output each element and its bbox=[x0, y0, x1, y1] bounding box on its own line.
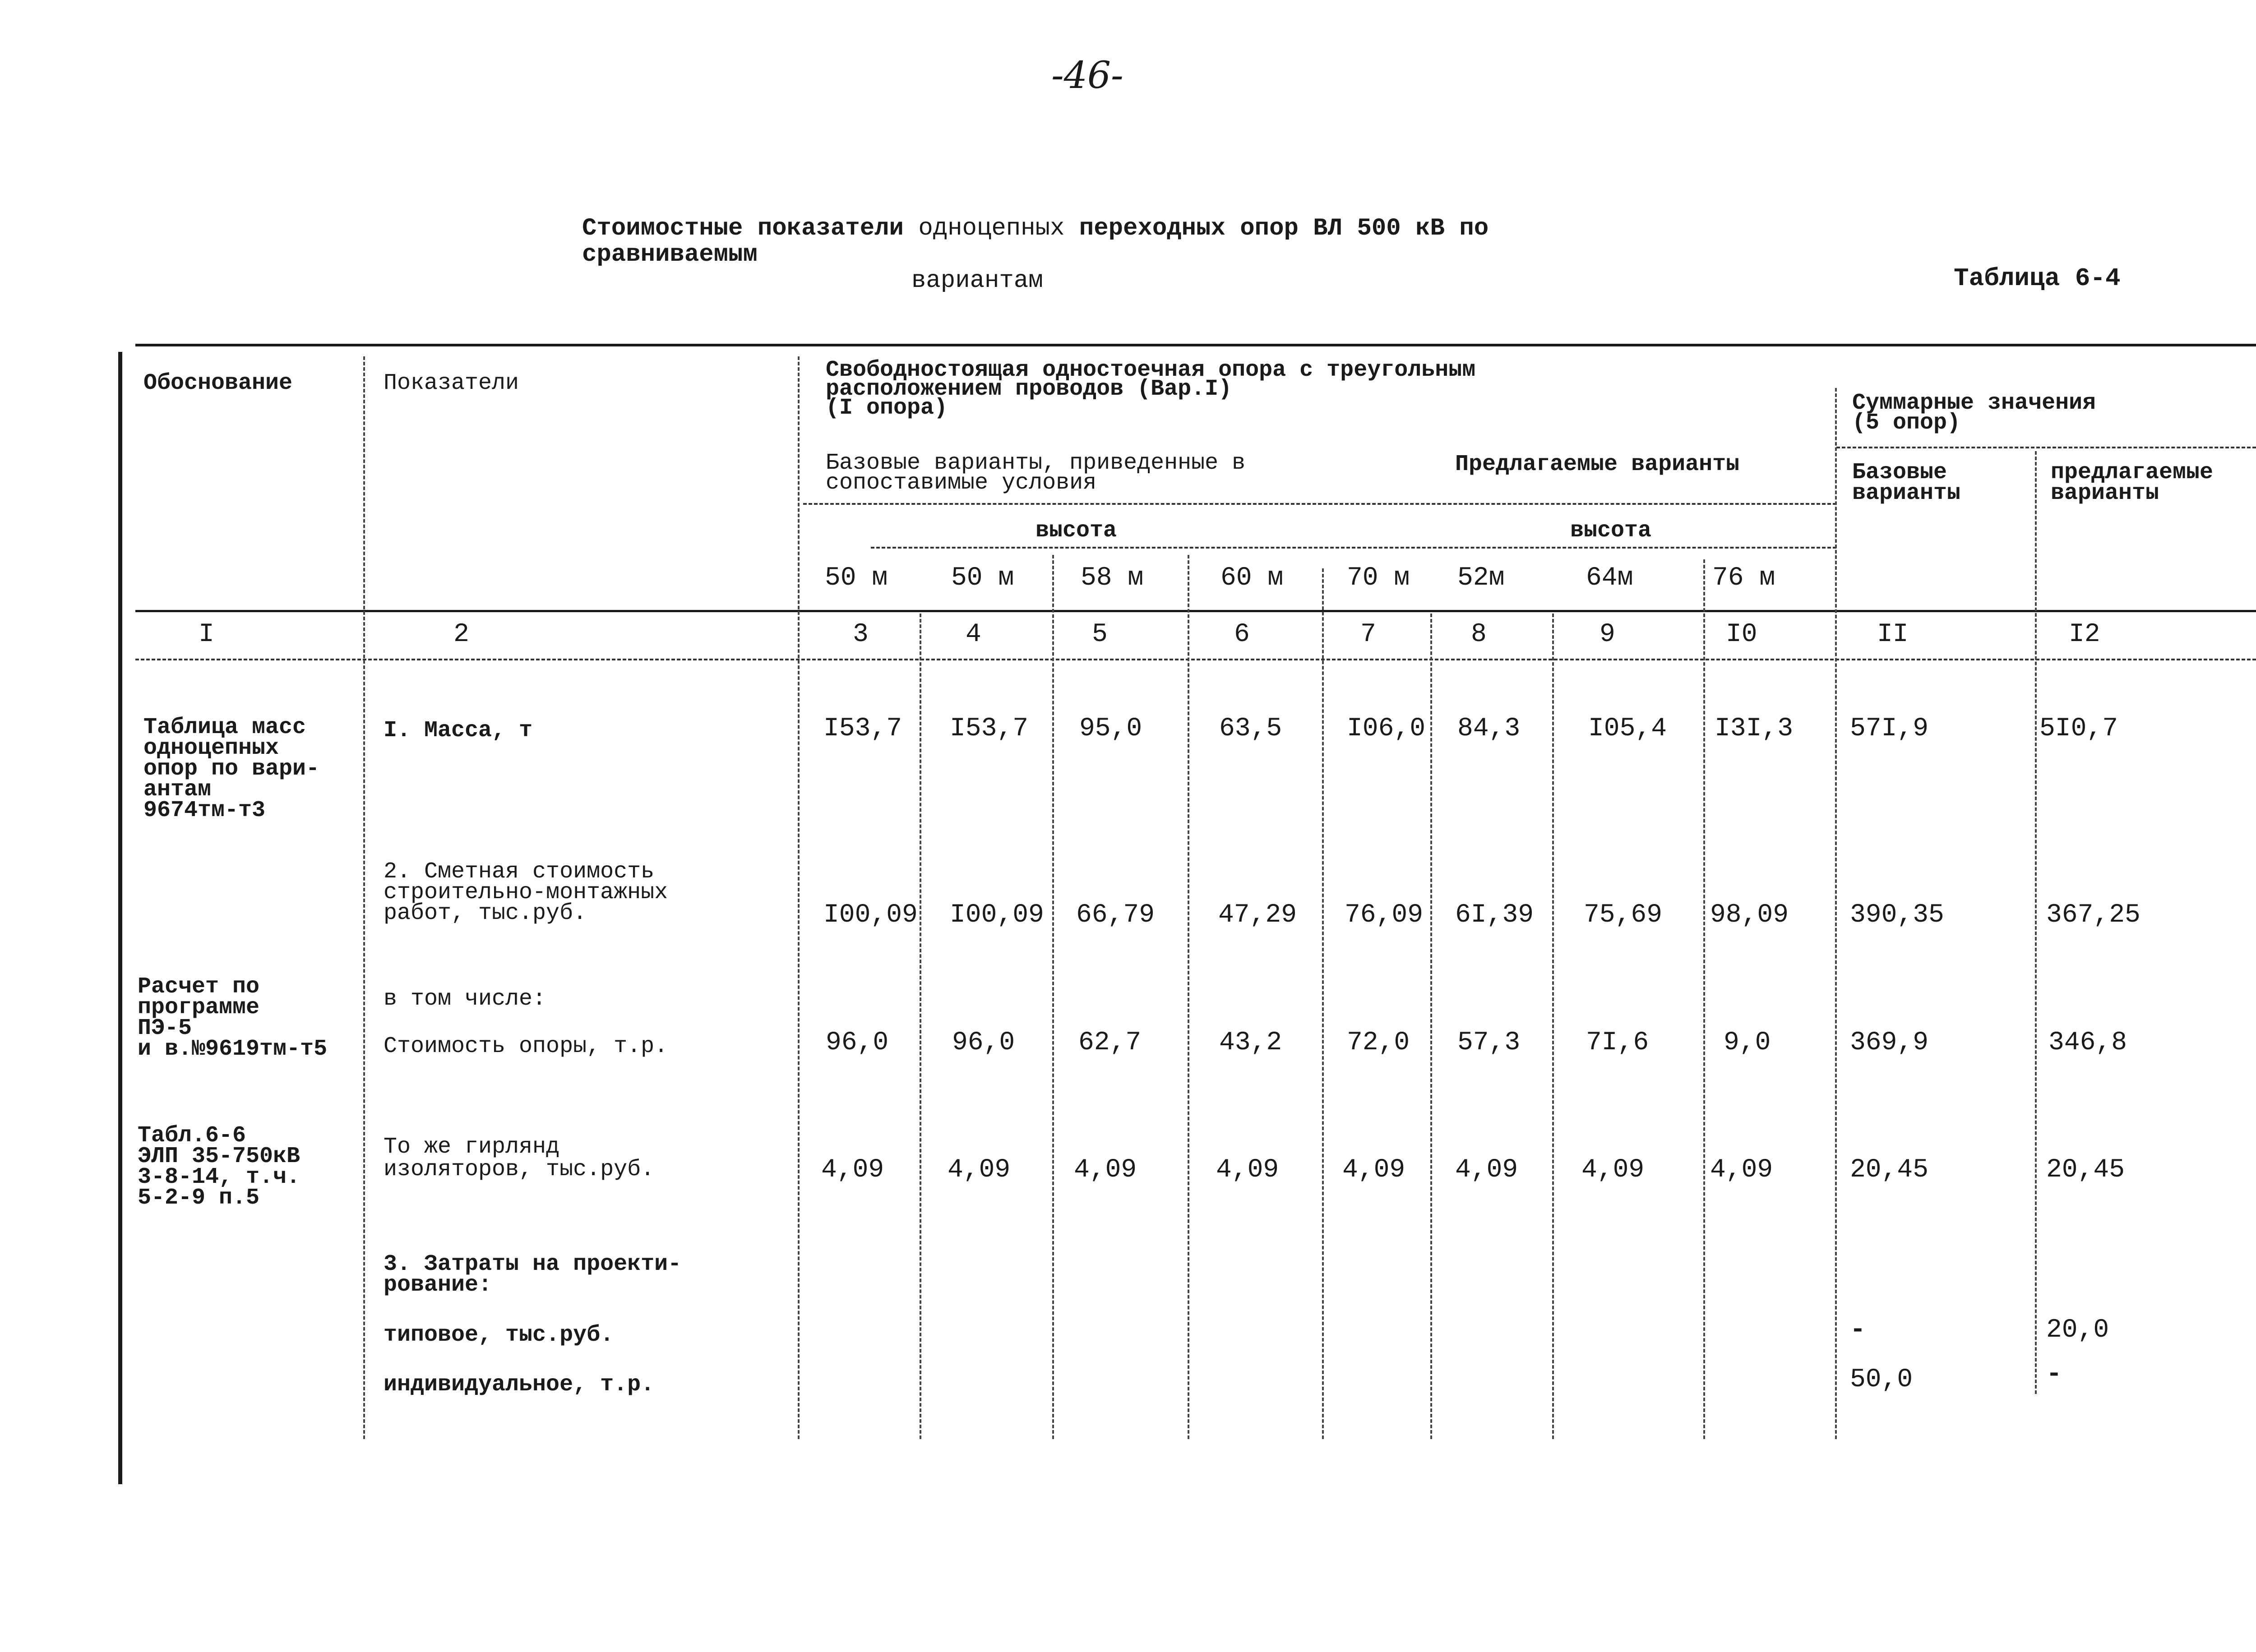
mass-col-5: 95,0 bbox=[1079, 714, 1142, 743]
header-sum-base: Базовые варианты bbox=[1852, 460, 1961, 506]
insulators-col-4: 4,09 bbox=[948, 1155, 1011, 1185]
support-col-7: 72,0 bbox=[1347, 1028, 1410, 1057]
support-col-5: 62,7 bbox=[1078, 1028, 1142, 1057]
indicator-individual: индивидуальное, т.р. bbox=[384, 1372, 655, 1398]
header-proposed-variants: Предлагаемые варианты bbox=[1455, 452, 1740, 477]
col-divider-4 bbox=[1052, 555, 1054, 1439]
individual-col-12: - bbox=[2046, 1360, 2062, 1389]
insulators-col-12: 20,45 bbox=[2046, 1155, 2125, 1185]
support-col-8: 57,3 bbox=[1457, 1028, 1521, 1057]
col-divider-2 bbox=[798, 356, 800, 1439]
colnum-6: 6 bbox=[1234, 620, 1250, 649]
col-divider-7 bbox=[1430, 614, 1432, 1439]
support-col-4: 96,0 bbox=[952, 1028, 1015, 1057]
col-divider-6 bbox=[1322, 568, 1324, 1439]
mass-col-9: I05,4 bbox=[1588, 714, 1667, 743]
estimate-col-11: 390,35 bbox=[1850, 900, 1944, 930]
colnum-5: 5 bbox=[1092, 620, 1108, 649]
title-part-2: одноцепных bbox=[918, 215, 1065, 242]
left-border bbox=[118, 352, 122, 1484]
colnum-3: 3 bbox=[853, 620, 869, 649]
basis-row-3: Расчет по программе ПЭ-5 и в.№9619тм-т5 bbox=[138, 974, 328, 1062]
colnum-4: 4 bbox=[966, 620, 981, 649]
indicator-insulators: То же гирлянд изоляторов, тыс.руб. bbox=[384, 1134, 655, 1182]
support-col-6: 43,2 bbox=[1219, 1028, 1282, 1057]
mass-col-12: 5I0,7 bbox=[2039, 714, 2118, 743]
support-col-3: 96,0 bbox=[826, 1028, 889, 1057]
title-line-2: вариантам bbox=[911, 267, 1043, 295]
estimate-col-4: I00,09 bbox=[950, 900, 1044, 930]
colnum-9: 9 bbox=[1600, 620, 1615, 649]
rule-header-bottom bbox=[135, 610, 2256, 612]
col-divider-9 bbox=[1703, 559, 1705, 1439]
mass-col-10: I3I,3 bbox=[1715, 714, 1794, 743]
estimate-col-12: 367,25 bbox=[2046, 900, 2140, 930]
col-divider-11 bbox=[2035, 451, 2037, 1394]
height-col-5: 58 м bbox=[1081, 563, 1144, 593]
header-indicators: Показатели bbox=[384, 370, 519, 396]
basis-row-1: Таблица масс одноцепных опор по вари- антам 9674тм-т3 bbox=[143, 715, 320, 823]
insulators-col-5: 4,09 bbox=[1074, 1155, 1137, 1185]
height-col-10: 76 м bbox=[1712, 563, 1775, 593]
height-col-6: 60 м bbox=[1220, 563, 1284, 593]
header-sum-proposed: предлагаемые варианты bbox=[2051, 460, 2214, 506]
estimate-col-3: I00,09 bbox=[823, 900, 918, 930]
colnum-8: 8 bbox=[1471, 620, 1487, 649]
insulators-col-6: 4,09 bbox=[1216, 1155, 1279, 1185]
mass-col-4: I53,7 bbox=[950, 714, 1029, 743]
header-height-left: высота bbox=[1036, 518, 1117, 544]
individual-col-11: 50,0 bbox=[1850, 1365, 1913, 1394]
colnum-2: 2 bbox=[453, 620, 469, 649]
table-title bbox=[582, 216, 1665, 294]
col-divider-5 bbox=[1188, 555, 1189, 1439]
insulators-col-7: 4,09 bbox=[1342, 1155, 1405, 1185]
typical-col-11: - bbox=[1850, 1315, 1866, 1345]
mass-col-6: 63,5 bbox=[1219, 714, 1282, 743]
rule-variants bbox=[803, 503, 1836, 505]
estimate-col-7: 76,09 bbox=[1345, 900, 1424, 930]
colnum-11: II bbox=[1877, 620, 1909, 649]
height-col-4: 50 м bbox=[951, 563, 1014, 593]
indicator-typical: типовое, тыс.руб. bbox=[384, 1322, 614, 1348]
height-col-8: 52м bbox=[1457, 563, 1505, 593]
rule-top bbox=[135, 344, 2256, 346]
support-col-12: 346,8 bbox=[2048, 1028, 2127, 1057]
title-part-3: переходных опор ВЛ 500 кВ по сравниваемым bbox=[582, 215, 1489, 268]
support-col-11: 369,9 bbox=[1850, 1028, 1929, 1057]
insulators-col-3: 4,09 bbox=[821, 1155, 884, 1185]
height-col-9: 64м bbox=[1586, 563, 1633, 593]
header-basis: Обоснование bbox=[143, 370, 293, 396]
insulators-col-9: 4,09 bbox=[1581, 1155, 1645, 1185]
header-base-variants: Базовые варианты, приведенные в сопоставимые условия bbox=[826, 450, 1246, 496]
colnum-1: I bbox=[199, 620, 214, 649]
header-main-group: Свободностоящая одностоечная опора с треугольным расположением проводов (Вар.I) (I опора) bbox=[826, 357, 1476, 421]
mass-col-11: 57I,9 bbox=[1850, 714, 1929, 743]
col-divider-10 bbox=[1835, 388, 1837, 1439]
rule-colnums-bottom bbox=[135, 659, 2256, 660]
indicator-mass: I. Масса, т bbox=[384, 718, 533, 743]
page-number: -46- bbox=[1051, 54, 1123, 97]
col-divider-3 bbox=[920, 614, 921, 1439]
mass-col-7: I06,0 bbox=[1347, 714, 1426, 743]
col-divider-1 bbox=[363, 356, 365, 1439]
insulators-col-11: 20,45 bbox=[1850, 1155, 1929, 1185]
colnum-7: 7 bbox=[1360, 620, 1376, 649]
height-col-3: 50 м bbox=[825, 563, 888, 593]
indicator-support-cost: Стоимость опоры, т.р. bbox=[384, 1034, 668, 1059]
estimate-col-8: 6I,39 bbox=[1455, 900, 1534, 930]
table-number: Таблица 6-4 bbox=[1954, 264, 2121, 293]
rule-height bbox=[871, 547, 1836, 549]
insulators-col-10: 4,09 bbox=[1710, 1155, 1773, 1185]
basis-row-4: Табл.6-6 ЭЛП 35-750кВ 3-8-14, т.ч. 5-2-9 п.5 bbox=[138, 1123, 300, 1211]
height-col-7: 70 м bbox=[1347, 563, 1410, 593]
typical-col-12: 20,0 bbox=[2046, 1315, 2109, 1345]
mass-col-8: 84,3 bbox=[1457, 714, 1521, 743]
estimate-col-6: 47,29 bbox=[1218, 900, 1297, 930]
estimate-col-9: 75,69 bbox=[1584, 900, 1663, 930]
support-col-9: 7I,6 bbox=[1586, 1028, 1649, 1057]
indicator-including: в том числе: bbox=[384, 986, 546, 1012]
indicator-design-costs: 3. Затраты на проекти- рование: bbox=[384, 1251, 682, 1298]
col-divider-8 bbox=[1552, 614, 1554, 1439]
estimate-col-10: 98,09 bbox=[1710, 900, 1789, 930]
rule-sum-group bbox=[1836, 447, 2256, 448]
insulators-col-8: 4,09 bbox=[1455, 1155, 1518, 1185]
header-sum-group: Суммарные значения (5 опор) bbox=[1852, 390, 2096, 436]
header-height-right: высота bbox=[1570, 518, 1652, 544]
colnum-10: I0 bbox=[1726, 620, 1757, 649]
support-col-10: 9,0 bbox=[1724, 1028, 1771, 1057]
estimate-col-5: 66,79 bbox=[1076, 900, 1155, 930]
mass-col-3: I53,7 bbox=[823, 714, 902, 743]
indicator-estimate: 2. Сметная стоимость строительно-монтажных работ, тыс.руб. bbox=[384, 859, 668, 926]
colnum-12: I2 bbox=[2069, 620, 2100, 649]
title-part-1: Стоимостные показатели bbox=[582, 215, 904, 242]
